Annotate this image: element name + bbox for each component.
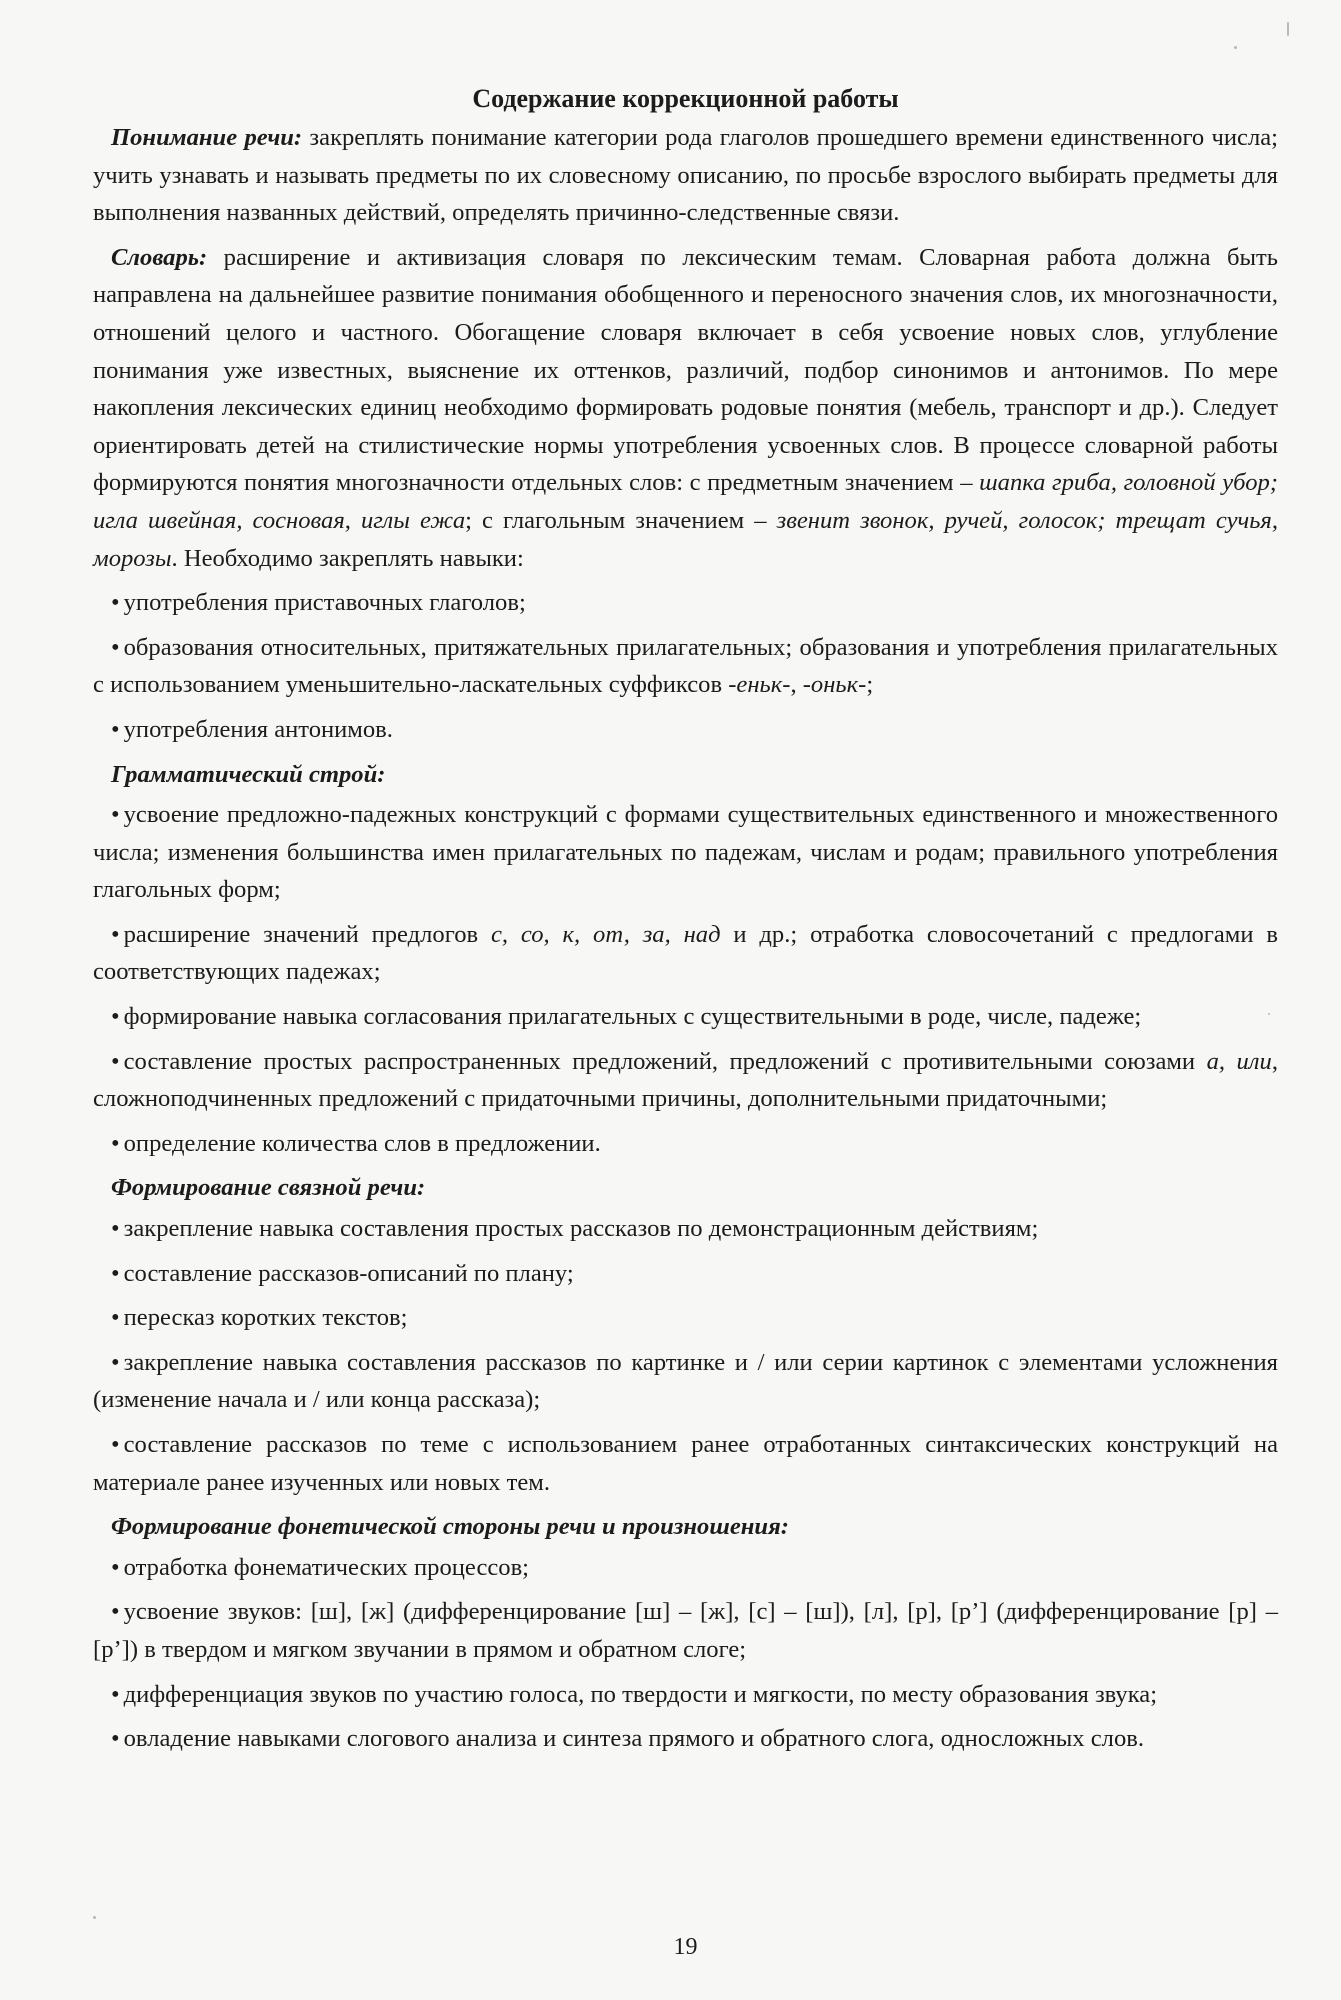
list-item-text: закрепление навыка составления простых рассказов по демонстрационным действиям;: [123, 1215, 1039, 1243]
bullet-icon: •: [111, 1047, 120, 1075]
list-item-text: определение количества слов в предложении.: [123, 1129, 601, 1157]
bullet-icon: •: [111, 1003, 120, 1031]
page-content: [93, 119, 1278, 1765]
list-item-text: овладение навыками слогового анализа и синтеза прямого и обратного слога, односложных слов.: [123, 1725, 1145, 1753]
vocabulary-label: Словарь:: [111, 243, 208, 271]
suffix: -оньк-: [802, 671, 867, 699]
bullet-icon: •: [111, 1431, 120, 1458]
list-item: [93, 1125, 1278, 1163]
list-item: [93, 1720, 1278, 1758]
list-item-text: , сложноподчиненных предложений с придаточными причины, дополнительными придаточными;: [93, 1047, 1278, 1113]
list-item: [93, 1344, 1278, 1419]
bullet-icon: •: [111, 715, 120, 743]
scan-speck: [93, 1916, 96, 1919]
speech-understanding-paragraph: [93, 119, 1278, 232]
list-item-text: образования относительных, притяжательных прилагательных; образования и употребления прилагательных с использованием уменьшительно-ласкательных суффиксов: [93, 633, 1278, 699]
list-item-text: закрепление навыка составления рассказов по картинке и / или серии картинок с элементами усложнения (изменение начала и / или конца рассказа);: [93, 1348, 1278, 1414]
bullet-icon: •: [111, 1680, 120, 1708]
prepositions: с, со, к, от, за, над: [490, 920, 721, 948]
bullet-icon: •: [111, 920, 120, 948]
vocabulary-text: ; с глагольным значением –: [465, 506, 777, 534]
speech-understanding-text: закреплять понимание категории рода глаголов прошедшего времени единственного числа; учить узнавать и называть предметы по их словесному описанию, по просьбе взрослого выбирать предметы для выполнения названных действий, определять причинно-следственные связи.: [93, 124, 1278, 227]
list-item: [93, 584, 1278, 622]
list-item-text: употребления приставочных глаголов;: [123, 589, 526, 617]
list-item-text: формирование навыка согласования прилагательных с существительными в роде, числе, падеже;: [123, 1003, 1142, 1031]
coherent-speech-heading: Формирование связной речи:: [111, 1174, 426, 1202]
bullet-icon: •: [111, 1215, 120, 1243]
section-heading: [93, 1169, 1278, 1207]
list-item: [93, 796, 1278, 909]
list-item: [93, 998, 1278, 1036]
page-number: 19: [673, 1934, 698, 1960]
list-item-text: составление рассказов-описаний по плану;: [123, 1259, 574, 1287]
vocabulary-example-verb: звенит звонок, ручей, голосок; трещат сучья, морозы: [93, 506, 1278, 572]
conjunctions: а, или: [1206, 1047, 1272, 1075]
list-item: [93, 1426, 1278, 1501]
bullet-icon: •: [111, 1304, 120, 1332]
list-item: [93, 629, 1278, 704]
bullet-icon: •: [111, 1259, 120, 1287]
list-item: [93, 1299, 1278, 1337]
list-item: [93, 1210, 1278, 1248]
list-item: [93, 1676, 1278, 1714]
vocabulary-text: . Необходимо закреплять навыки:: [171, 544, 524, 572]
scan-speck: [1268, 1013, 1270, 1015]
section-heading: [93, 756, 1278, 794]
list-item-text: составление простых распространенных предложений, предложений с противительными союзами: [123, 1047, 1207, 1075]
list-item: [93, 916, 1278, 991]
bullet-icon: •: [111, 1348, 120, 1376]
list-item: [93, 1549, 1278, 1587]
scan-speck: [1287, 22, 1289, 36]
list-item-text: составление рассказов по теме с использованием ранее отработанных синтаксических конструкций на материале ранее изученных или новых тем.: [93, 1431, 1278, 1496]
page-title: Содержание коррекционной работы: [472, 84, 899, 113]
book-page: [93, 0, 1278, 2000]
list-item-text: ;: [866, 671, 874, 699]
phonetic-heading: Формирование фонетической стороны речи и произношения:: [111, 1513, 789, 1541]
list-item-text: дифференциация звуков по участию голоса, по твердости и мягкости, по месту образования звука;: [123, 1680, 1158, 1708]
list-item-text: усвоение звуков: [ш], [ж] (дифференцирование [ш] – [ж], [с] – [ш]), [л], [р], [р’] (дифференцирование [р] – [р’]) в твердом и мягком звучании в прямом и обратном слоге;: [93, 1598, 1278, 1663]
list-item: [93, 1255, 1278, 1293]
bullet-icon: •: [111, 801, 120, 829]
scan-speck: [1234, 46, 1237, 49]
vocabulary-text: расширение и активизация словаря по лексическим темам. Словарная работа должна быть направлена на дальнейшее развитие понимания обобщенного и переносного значения слов, их многозначности, отношений целого и частного. Обогащение словаря включает в себя усвоение новых слов, углубление понимания уже известных, выяснение их оттенков, различий, подбор синонимов и антонимов. По мере накопления лексических единиц необходимо формировать родовые понятия (мебель, транспорт и др.). Следует ориентировать детей на стилистические нормы употребления усвоенных слов. В процессе словарной работы формируются понятия многозначности отдельных слов: с предметным значением –: [93, 243, 1278, 497]
list-item-text: пересказ коротких текстов;: [123, 1304, 408, 1332]
list-item-text: отработка фонематических процессов;: [123, 1553, 530, 1581]
bullet-icon: •: [111, 1553, 120, 1581]
list-item: [93, 1593, 1278, 1668]
list-item: [93, 1043, 1278, 1118]
vocabulary-example-noun: шапка гриба, головной убор; игла швейная, сосновая, иглы ежа: [93, 469, 1278, 534]
bullet-icon: •: [111, 589, 120, 617]
list-item-text: употребления антонимов.: [123, 715, 393, 743]
vocabulary-paragraph: [93, 239, 1278, 577]
list-item-text: ,: [790, 671, 803, 699]
list-item-text: усвоение предложно-падежных конструкций с формами существительных единственного и множественного числа; изменения большинства имен прилагательных по падежам, числам и родам; правильного употребления глагольных форм;: [93, 801, 1278, 904]
bullet-icon: •: [111, 633, 120, 661]
section-heading: [93, 1508, 1278, 1546]
bullet-icon: •: [111, 1129, 120, 1157]
list-item: [93, 711, 1278, 749]
list-item-text: расширение значений предлогов: [123, 920, 491, 948]
bullet-icon: •: [111, 1725, 120, 1753]
grammar-heading: Грамматический строй:: [111, 760, 386, 788]
suffix: -еньк-: [728, 671, 791, 699]
bullet-icon: •: [111, 1598, 120, 1626]
list-item-text: и др.; отработка словосочетаний с предлогами в соответствующих падежах;: [93, 920, 1279, 986]
speech-understanding-label: Понимание речи:: [111, 124, 303, 151]
